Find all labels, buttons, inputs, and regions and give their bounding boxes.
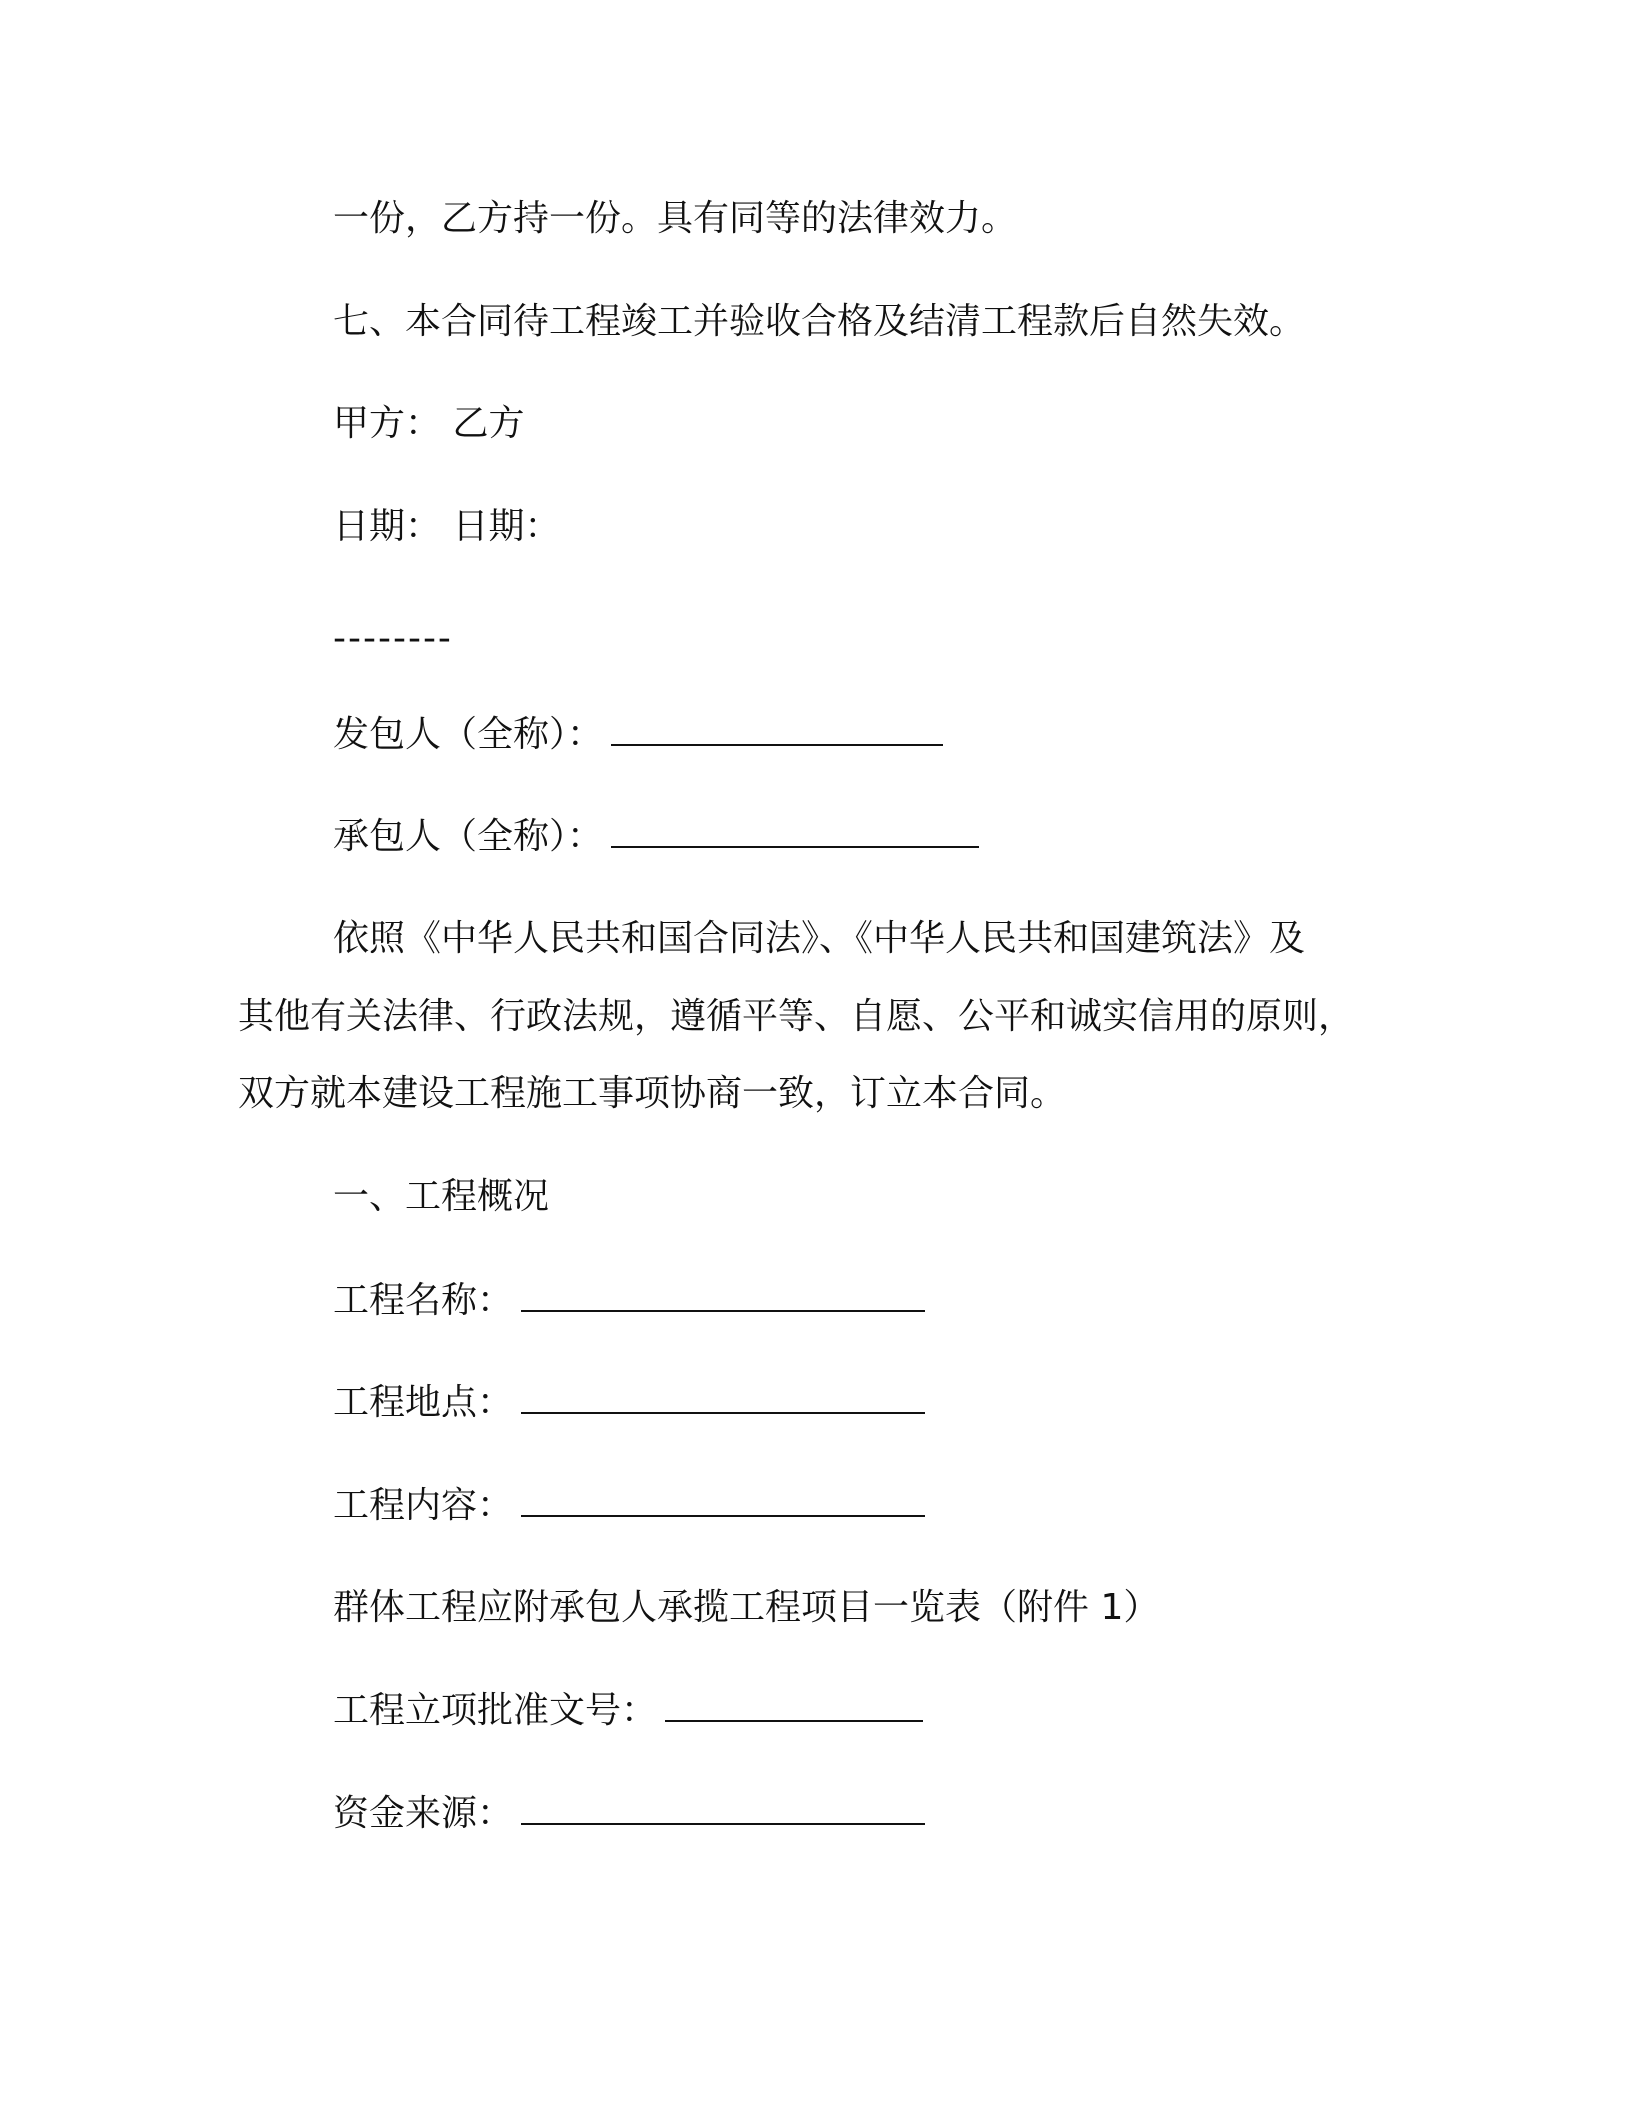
project-name-label: 工程名称：	[333, 1280, 514, 1321]
separator-dashes: --------	[333, 618, 453, 659]
section-heading: 一、工程概况	[333, 1176, 550, 1217]
attachment-note: 群体工程应附承包人承揽工程项目一览表（附件 1）	[333, 1587, 1160, 1628]
preamble-line-2: 其他有关法律、行政法规，遵循平等、自愿、公平和诚实信用的原则，	[238, 996, 1355, 1037]
employer-label: 发包人（全称）：	[333, 714, 604, 755]
contractor-label: 承包人（全称）：	[333, 816, 604, 857]
party-labels: 甲方： 乙方	[333, 403, 525, 444]
approval-number-label: 工程立项批准文号：	[333, 1690, 658, 1731]
date-labels: 日期： 日期：	[333, 506, 561, 547]
project-location-blank	[521, 1378, 925, 1414]
project-location-field	[333, 1378, 925, 1427]
funding-source-blank	[521, 1789, 925, 1825]
approval-number-field	[333, 1686, 923, 1735]
preamble-line-1: 依照《中华人民共和国合同法》、《中华人民共和国建筑法》及	[333, 918, 1306, 959]
employer-field	[333, 710, 943, 759]
project-location-label: 工程地点：	[333, 1382, 514, 1423]
contractor-field	[333, 812, 979, 861]
text-line-1: 一份，乙方持一份。具有同等的法律效力。	[333, 198, 1018, 239]
employer-blank	[611, 710, 943, 746]
project-name-field	[333, 1276, 925, 1325]
project-content-blank	[521, 1481, 925, 1517]
project-name-blank	[521, 1276, 925, 1312]
funding-source-label: 资金来源：	[333, 1793, 514, 1834]
preamble-line-3: 双方就本建设工程施工事项协商一致，订立本合同。	[238, 1073, 1067, 1114]
approval-number-blank	[665, 1686, 923, 1722]
contractor-blank	[611, 812, 979, 848]
project-content-label: 工程内容：	[333, 1485, 514, 1526]
clause-seven: 七、本合同待工程竣工并验收合格及结清工程款后自然失效。	[333, 301, 1306, 342]
funding-source-field	[333, 1789, 925, 1838]
project-content-field	[333, 1481, 925, 1530]
